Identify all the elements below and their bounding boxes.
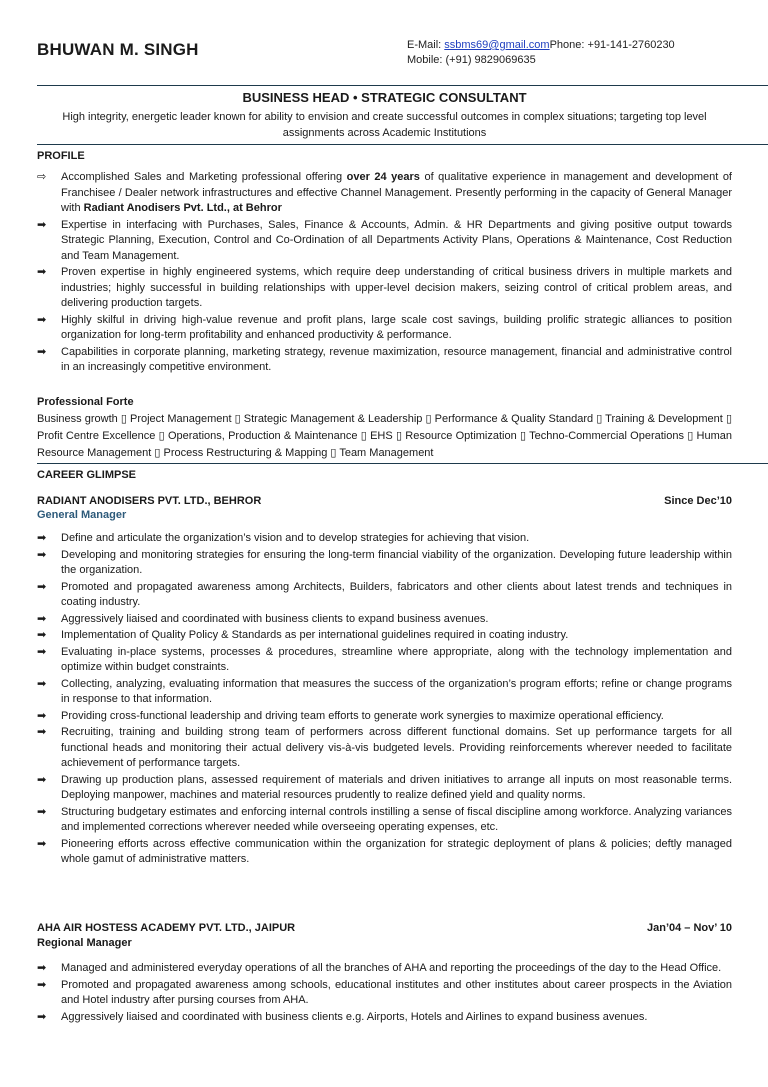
arrow-bullet-icon: ➡ [37, 313, 47, 326]
headline-title: BUSINESS HEAD • STRATEGIC CONSULTANT [242, 90, 527, 105]
divider [37, 144, 768, 145]
candidate-name: BHUWAN M. SINGH [37, 40, 199, 59]
contact-info [407, 38, 675, 68]
arrow-bullet-icon: ➡ [37, 726, 47, 738]
arrow-bullet-icon: ➡ [37, 532, 47, 544]
divider [37, 85, 768, 86]
list-item: ➡ Proven expertise in highly engineered systems, which require deep understanding of critical business drivers in multiple markets and industries; highly successful in building relationships with upper-level decision makers, seizing control of critical problem areas, and delivering production targets. [37, 266, 732, 309]
job-duties-list [37, 961, 732, 1026]
company-name: AHA AIR HOSTESS ACADEMY PVT. LTD., JAIPUR Jan’04 – Nov’ 10 [37, 922, 732, 934]
list-item: ➡ Aggressively liaised and coordinated with business clients e.g. Airports, Hotels and Airlines to expand business avenues. [37, 1010, 732, 1026]
list-item: ➡ Developing and monitoring strategies for ensuring the long-term financial viability of the organization. Developing future leadership within the organization. [37, 548, 732, 576]
list-item: ➡ Implementation of Quality Policy & Standards as per international guidelines required in coating industry. [37, 628, 732, 644]
arrow-bullet-icon: ➡ [37, 677, 47, 690]
hollow-arrow-icon: ⇨ [37, 171, 47, 183]
company-name: RADIANT ANODISERS PVT. LTD., BEHROR Since Dec’10 [37, 495, 732, 507]
list-item: ➡ Pioneering efforts across effective communication within the organization for strategic deployment of plans & policies; deftly managed whole gamut of administrative matters. [37, 837, 732, 865]
arrow-bullet-icon: ➡ [37, 805, 47, 818]
arrow-bullet-icon: ➡ [37, 1010, 47, 1023]
list-item: ➡ Define and articulate the organization’s vision and to develop strategies for achieving that vision. [37, 531, 732, 547]
arrow-bullet-icon: ➡ [37, 218, 47, 231]
arrow-bullet-icon: ➡ [37, 345, 47, 358]
mobile: Mobile: (+91) 9829069635 [407, 54, 536, 66]
list-item: ➡ Providing cross-functional leadership and driving team efforts to generate work synergies to maximize operational efficiency. [37, 709, 732, 725]
job-role: General Manager [37, 509, 127, 521]
section-heading-career: CAREER GLIMPSE [37, 469, 137, 481]
forte-skills: Business growth ▯ Project Management ▯ Strategic Management & Leadership ▯ Performance & Quality Standard ▯ Training & Development ▯ Profit Centre Excellence ▯ Operations, Production & Maintenance ▯ EHS ▯ Resource Optimization ▯ Techno-Commercial Operations ▯ Human Resource Management ▯ Process Restructuring & Mapping ▯ Team Management [37, 413, 732, 459]
forte-heading: Professional Forte [37, 396, 134, 408]
list-item: ➡ Collecting, analyzing, evaluating information that measures the success of the organization’s program efforts; refine or change programs in response to that information. [37, 677, 732, 705]
job-date: Jan’04 – Nov’ 10 [647, 922, 732, 934]
list-item: ➡ Aggressively liaised and coordinated with business clients to expand business avenues. [37, 612, 732, 628]
arrow-bullet-icon: ➡ [37, 645, 47, 658]
list-item: ➡ Recruiting, training and building strong team of performers across different functional domains. Set up performance targets for all functional heads and monitoring their actual delivery vis-à-vis budgeted levels. Providing reinforcements wherever needed to facilitate achievement of performance targets. [37, 726, 732, 769]
arrow-bullet-icon: ➡ [37, 580, 47, 593]
tagline: High integrity, energetic leader known for ability to envision and create successful outcomes in complex situations; targeting top level assignments across Academic Institutions [62, 111, 707, 139]
job-role: Regional Manager [37, 937, 132, 949]
job-date: Since Dec’10 [664, 495, 732, 507]
arrow-bullet-icon: ➡ [37, 266, 47, 278]
list-item: ➡ Highly skilful in driving high-value revenue and profit plans, large scale cost savings, building prolific strategic alliances to position organization for long-term profitability and enhanced productivity & performance. [37, 313, 732, 341]
email-link[interactable]: ssbms69@gmail.com [444, 39, 550, 51]
arrow-bullet-icon: ➡ [37, 612, 47, 625]
list-item: ➡ Structuring budgetary estimates and enforcing internal controls instilling a sense of fiscal discipline among workforce. Analyzing variances and implemented corrections wherever needed while overseeing operating expenses, etc. [37, 805, 732, 833]
divider [37, 463, 768, 464]
list-item: ➡ Promoted and propagated awareness among Architects, Builders, fabricators and other clients about latest trends and techniques in coating industry. [37, 580, 732, 608]
list-item: ➡ Capabilities in corporate planning, marketing strategy, revenue maximization, resource management, financial and administrative control in an increasingly competitive environment. [37, 345, 732, 373]
list-item: ➡ Managed and administered everyday operations of all the branches of AHA and reporting the proceedings of the day to the Head Office. [37, 961, 732, 977]
email-label: E-Mail: [407, 39, 445, 51]
list-item: ➡ Expertise in interfacing with Purchases, Sales, Finance & Accounts, Admin. & HR Departments and giving positive output towards Strategic Planning, Execution, Control and Co-Ordination of all Departments Activity Plans, Operations & Maintenance, Cost Reduction and Team Management. [37, 218, 732, 262]
header [37, 38, 768, 84]
section-heading-profile: PROFILE [37, 150, 85, 162]
arrow-bullet-icon: ➡ [37, 548, 47, 561]
list-item: ➡ Drawing up production plans, assessed requirement of materials and driven initiatives to arrange all inputs on most reasonable terms. Deploying manpower, machines and material resources prudently to realize defined yield and quality norms. [37, 773, 732, 801]
list-item: ⇨ Accomplished Sales and Marketing professional offering over 24 years of qualitative experience in management and development of Franchisee / Dealer network infrastructures and effective Channel Management. Presently performing in the capacity of General Manager with Radiant Anodisers Pvt. Ltd., at Behror [37, 171, 732, 214]
phone: Phone: +91-141-2760230 [549, 39, 675, 51]
arrow-bullet-icon: ➡ [37, 773, 47, 786]
arrow-bullet-icon: ➡ [37, 709, 47, 722]
profile-list [37, 170, 732, 377]
job-duties-list [37, 531, 732, 869]
arrow-bullet-icon: ➡ [37, 837, 47, 850]
arrow-bullet-icon: ➡ [37, 978, 47, 991]
list-item: ➡ Promoted and propagated awareness among schools, educational institutes and other institutes about career prospects in the Aviation and Hotel industry after pursing courses from AHA. [37, 978, 732, 1006]
arrow-bullet-icon: ➡ [37, 629, 47, 641]
arrow-bullet-icon: ➡ [37, 962, 47, 974]
list-item: ➡ Evaluating in-place systems, processes & procedures, streamline where appropriate, along with the technology implementation and optimize within budget constraints. [37, 645, 732, 673]
